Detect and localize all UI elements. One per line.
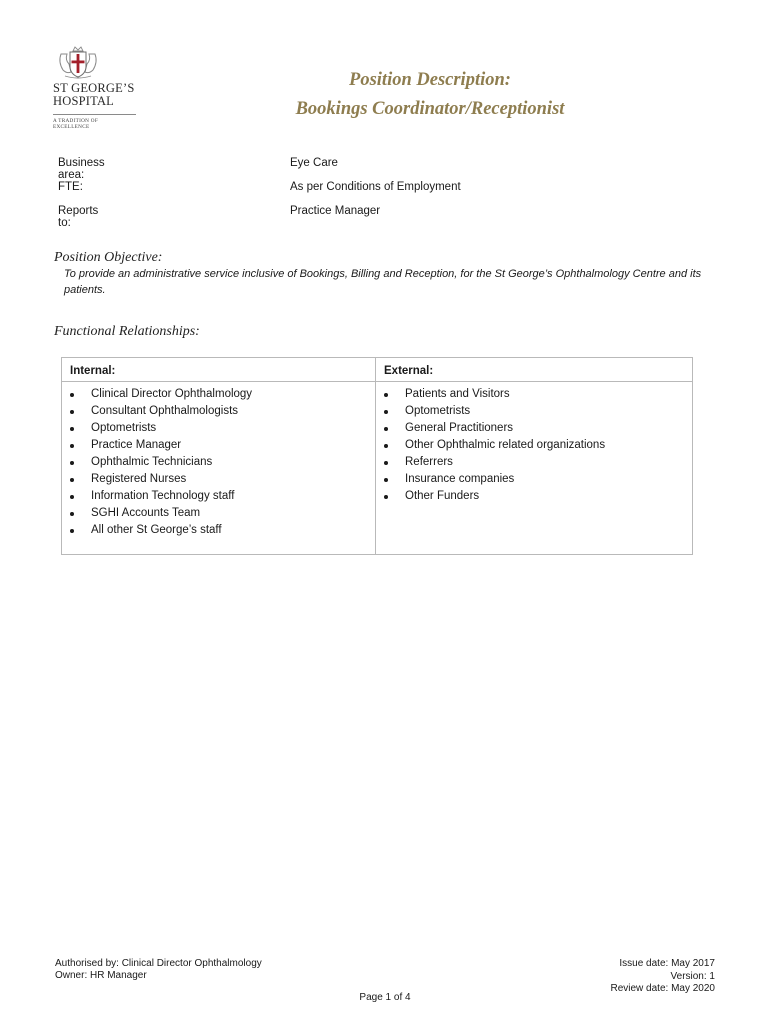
bullet-icon <box>70 393 74 397</box>
bullet-icon <box>384 478 388 482</box>
footer-issue-date: Issue date: May 2017 <box>619 958 715 969</box>
footer-authorised: Authorised by: Clinical Director Ophthalmology <box>55 958 262 969</box>
list-item-label: Information Technology staff <box>91 490 235 502</box>
bullet-icon <box>70 427 74 431</box>
list-item <box>376 386 692 403</box>
bullet-icon <box>384 495 388 499</box>
list-item <box>376 420 692 437</box>
footer-version: Version: 1 <box>670 970 715 982</box>
list-item-label: Optometrists <box>405 405 471 417</box>
hospital-crest-icon <box>57 44 99 80</box>
bullet-icon <box>70 512 74 516</box>
list-item-label: Registered Nurses <box>91 473 187 485</box>
list-item-label: Practice Manager <box>91 439 182 451</box>
list-item-label: Other Ophthalmic related organizations <box>405 439 606 451</box>
bullet-icon <box>384 444 388 448</box>
list-item-label: SGHI Accounts Team <box>91 507 201 519</box>
list-item <box>376 471 692 488</box>
footer-left <box>55 958 262 982</box>
bullet-icon <box>384 410 388 414</box>
bullet-icon <box>384 393 388 397</box>
list-item <box>62 522 375 539</box>
info-value: Eye Care <box>290 157 338 169</box>
internal-column <box>62 358 376 554</box>
list-item <box>376 454 692 471</box>
title-line2: Bookings Coordinator/Receptionist <box>295 99 565 119</box>
list-item <box>376 437 692 454</box>
list-item <box>62 471 375 488</box>
relationships-heading: Functional Relationships: <box>54 324 200 339</box>
info-value: As per Conditions of Employment <box>290 181 461 193</box>
list-item <box>62 505 375 522</box>
list-item-label: Other Funders <box>405 490 480 502</box>
document-title <box>200 66 660 124</box>
list-item-label: General Practitioners <box>405 422 514 434</box>
logo-name-line2: HOSPITAL <box>53 94 115 108</box>
page-number: Page 1 of 4 <box>359 992 411 1003</box>
list-item-label: Patients and Visitors <box>405 388 510 400</box>
bullet-icon <box>70 478 74 482</box>
list-item-label: All other St George’s staff <box>91 524 222 536</box>
list-item <box>62 420 375 437</box>
bullet-icon <box>70 444 74 448</box>
list-item <box>62 488 375 505</box>
footer-right <box>610 958 715 996</box>
list-item <box>62 403 375 420</box>
external-list <box>376 382 692 505</box>
list-item <box>62 437 375 454</box>
logo-name <box>53 82 153 108</box>
list-item-label: Optometrists <box>91 422 157 434</box>
list-item <box>62 454 375 471</box>
list-item <box>376 403 692 420</box>
footer-owner: Owner: HR Manager <box>55 970 147 981</box>
title-line1: Position Description: <box>349 70 511 90</box>
objective-heading: Position Objective: <box>54 250 163 265</box>
hospital-logo <box>53 44 153 130</box>
bullet-icon <box>70 410 74 414</box>
list-item-label: Ophthalmic Technicians <box>91 456 213 468</box>
list-item-label: Clinical Director Ophthalmology <box>91 388 253 400</box>
relationships-table <box>61 357 693 555</box>
external-header: External: <box>376 358 692 382</box>
objective-text: To provide an administrative service inclusive of Bookings, Billing and Reception, for the St George’s Ophthalmology Centre and its patients. <box>64 268 702 296</box>
info-value: Practice Manager <box>290 205 381 217</box>
logo-name-line1: ST GEORGE’S <box>53 81 135 95</box>
info-label: FTE: <box>58 181 83 193</box>
bullet-icon <box>70 529 74 533</box>
list-item-label: Referrers <box>405 456 453 468</box>
bullet-icon <box>70 461 74 465</box>
bullet-icon <box>384 427 388 431</box>
internal-header: Internal: <box>62 358 375 382</box>
internal-list <box>62 382 375 539</box>
list-item <box>62 386 375 403</box>
bullet-icon <box>70 495 74 499</box>
info-label: Business area: <box>58 157 105 181</box>
list-item <box>376 488 692 505</box>
list-item-label: Insurance companies <box>405 473 515 485</box>
footer-review-date: Review date: May 2020 <box>610 983 715 994</box>
logo-tagline: A TRADITION OF EXCELLENCE <box>53 114 136 130</box>
info-label: Reports to: <box>58 205 99 229</box>
list-item-label: Consultant Ophthalmologists <box>91 405 239 417</box>
bullet-icon <box>384 461 388 465</box>
external-column <box>376 358 692 554</box>
